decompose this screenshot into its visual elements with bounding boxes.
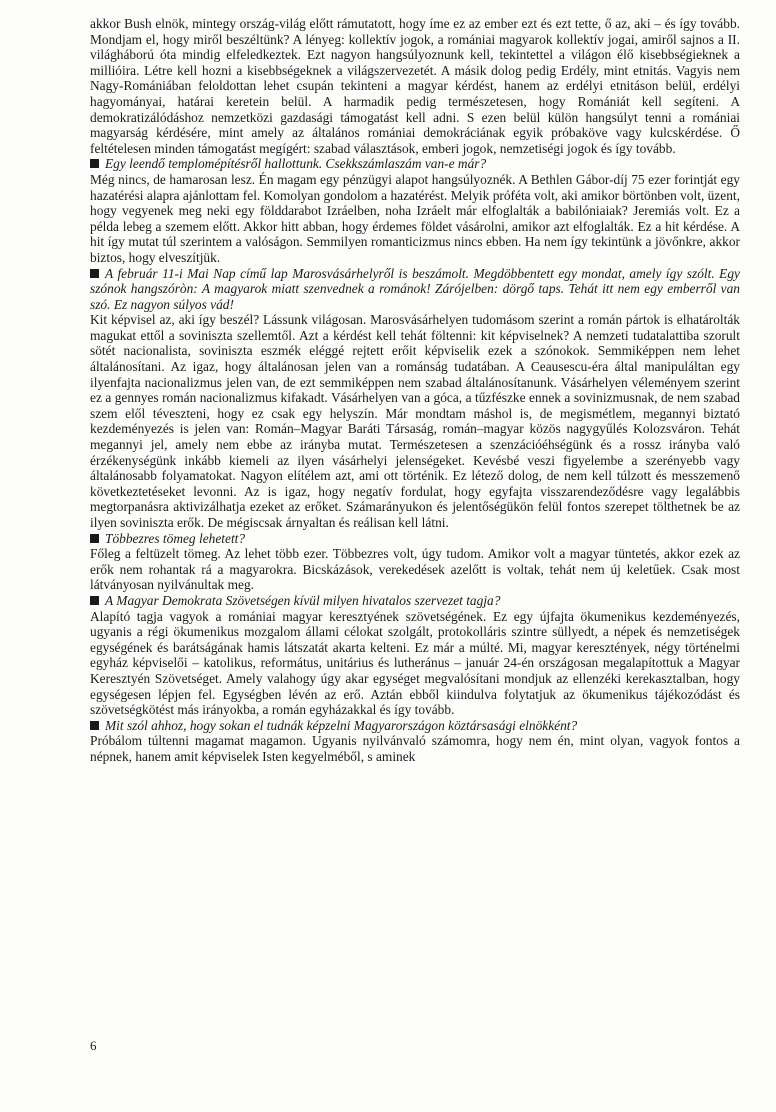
question-text: Egy leendő templomépítésről hallottunk. Csekkszámlaszám van-e már?	[105, 156, 487, 172]
question-marker-icon	[90, 721, 99, 730]
interview-question	[90, 266, 740, 313]
interview-question	[90, 531, 740, 547]
question-text: A Magyar Demokrata Szövetségen kívül milyen hivatalos szervezet tagja?	[105, 592, 501, 608]
question-text: Többezres tömeg lehetett?	[105, 530, 246, 546]
question-marker-icon	[90, 596, 99, 605]
question-text: Mit szól ahhoz, hogy sokan el tudnák képzelni Magyarországon köztársasági elnökként?	[105, 717, 578, 733]
body-text	[90, 16, 740, 765]
answer-paragraph: Főleg a feltüzelt tömeg. Az lehet több ezer. Többezres volt, úgy tudom. Amikor volt a magyar tüntetés, akkor ezek az erők nem rohantak rá a magyarokra. Bicskázások, verekedések azelőtt is voltak, tehát nem új keletűek. Csak most látványosan nyilvánultak meg.	[90, 546, 740, 593]
question-marker-icon	[90, 159, 99, 168]
page-number: 6	[90, 1038, 97, 1053]
answer-paragraph: Kit képvisel az, aki így beszél? Lássunk világosan. Marosvásárhelyen tudomásom szerint a román pártok is elhatárolták magukat ettől a soviniszta szellemtől. Azt a kérdést kell tehát föltenni: kit képviselnek? A nemzeti tudatalattiba szorult sötét nacionalista, soviniszta eszmék eléggé rejtett erőit képviselik ezek a szónokok. Semmiképpen nem lehet általánosítani. Az igaz, hogy általánosan jelen van a románság tudatában. A Ceausescu-éra által manipuláltan egy ilyenfajta nacionalizmus jelen van, de ezt semmiképpen nem szabad általánosítanunk. Vásárhelyen véleményem szerint ez a gennyes román nacionalizmus kifakadt. Vásárhelyen van a góca, a tűzfészke ennek a sovinizmusnak, de nem szabad szem elől téveszteni, hogy ez csak egy helyszín. Már mondtam máshol is, de megismétlem, megannyi biztató kezdeményezés is jelen van: Román–Magyar Baráti Társaság, román–magyar közös nagygyűlés Kolozsváron. Tehát megannyi jel, amely nem ebbe az irányba mutat. Természetesen a szenzációéhségünk és a rossz irányba való érzékenységünk inkább kiemeli az ilyen vásárhelyi jelenségeket. Kevésbé veszi figyelembe a szerényebb vagy általánosabb folyamatokat. Nagyon elítélem azt, ami ott történik. Ez létező dolog, de nem kell túlzott és messzemenő következtetéseket levonni. Az is igaz, hogy negatív fordulat, hogy egyfajta visszarendeződésre vagy legalábbis megtorpanásra aktivizálhatja ezeket az erőket. Számarányukon és jelentőségükön felül fontos szerepet tölthetnek be az ilyen soviniszta erők. De mégiscsak árnyaltan és reálisan kell látni.	[90, 312, 740, 530]
interview-question	[90, 156, 740, 172]
interview-question	[90, 718, 740, 734]
question-text: A február 11-i Mai Nap című lap Marosvásárhelyről is beszámolt. Megdöbbentett egy mondat, amely így szólt. Egy szónok hangszóròn: A magyarok miatt szenvednek a románok! Zárójelben: dörgő taps. Tehát itt nem egy emberről van szó. Ez nagyon súlyos vád!	[90, 265, 740, 312]
question-marker-icon	[90, 269, 99, 278]
answer-paragraph: Próbálom túltenni magamat magamon. Ugyanis nyilvánvaló számomra, hogy nem én, mint olyan, vagyok fontos a népnek, hanem amit képviselek Isten kegyelméből, s aminek	[90, 733, 740, 764]
answer-paragraph: akkor Bush elnök, mintegy ország-világ előtt rámutatott, hogy íme ez az ember ezt és ezt tette, ő az, aki – és így tovább. Mondjam el, hogy miről beszéltünk? A lényeg: kollektív jogok, a romániai magyarok kollektív jogai, amiről sajnos a II. világháború óta mindig elfeledkeztek. Ezt nagyon hangsúlyoznunk kell, tekintettel a világon élő kisebbségieknek a millióira. Létre kell hozni a kisebbségeknek a világszervezetét. A másik dolog pedig Erdély, mint etnitás. Vagyis nem Nagy-Romániában feloldottan lehet csupán tekinteni a magyar kérdést, hanem az erdélyi etnitáson belül, erdélyi hagyományai, határai keretein belül. A harmadik pedig természetesen, hogy Romániát kell segíteni. A demokratizálódáshoz nemzetközi gazdasági támogatást kell adni. S ezen belül külön hangsúlyt tenni a romániai magyarság kérdésére, mint amely az általános romániai demokráciának egyik próbaköve vagy kulcskérdése. Ő feltételesen minden támogatást megígért: szabad választások, emberi jogok, nemzetiségi jogok és így tovább.	[90, 16, 740, 156]
interview-question	[90, 593, 740, 609]
question-marker-icon	[90, 534, 99, 543]
answer-paragraph: Alapító tagja vagyok a romániai magyar keresztyének szövetségének. Ez egy újfajta ökumenikus kezdeményezés, ugyanis a régi ökumenikus mozgalom állami célokat szolgált, protokolláris szintre süllyedt, a népek és nemzetiségek egységének és barátságának hamis látszatát akarta kelteni. Ez már a múlté. Mi, magyar keresztények, négy történelmi egyház képviselői – katolikus, református, unitárius és lutheránus – január 24-én országosan megalapítottuk a Magyar Keresztyén Szövetséget. Amely valahogy úgy akar egységet megvalósítani mondjuk az ellenzéki kerekasztalban, hogy egységesen lépjen fel. Egységben lévén az erő. Aztán ebből kiindulva folytatjuk az ökumenikus tájékozódást és szövetségkötést más irányokba, a román egyházakkal és így tovább.	[90, 608, 740, 718]
answer-paragraph: Még nincs, de hamarosan lesz. Én magam egy pénzügyi alapot hangsúlyoznék. A Bethlen Gábor-díj 75 ezer forintját egy hazatérési alapra ajánlottam fel. Komolyan gondolom a hazatérést. Melyik próféta volt, aki amikor börtönben volt, üzent, hogy vegyenek meg neki egy földdarabot Izráelben, noha Izráelt már elfoglalták a babilóniaiak? Jeremiás volt. Ez a példa lebeg a szemem előtt. Akkor hitt abban, hogy érdemes földet vásárolni, amikor azt elfoglalták. Ez a hit kérdése. A hit így mutat túl szerintem a valóságon. Semmilyen romanticizmus nincs ebben. Ha nem így tekintünk a jövőnkre, akkor biztos, hogy elveszítjük.	[90, 171, 740, 265]
